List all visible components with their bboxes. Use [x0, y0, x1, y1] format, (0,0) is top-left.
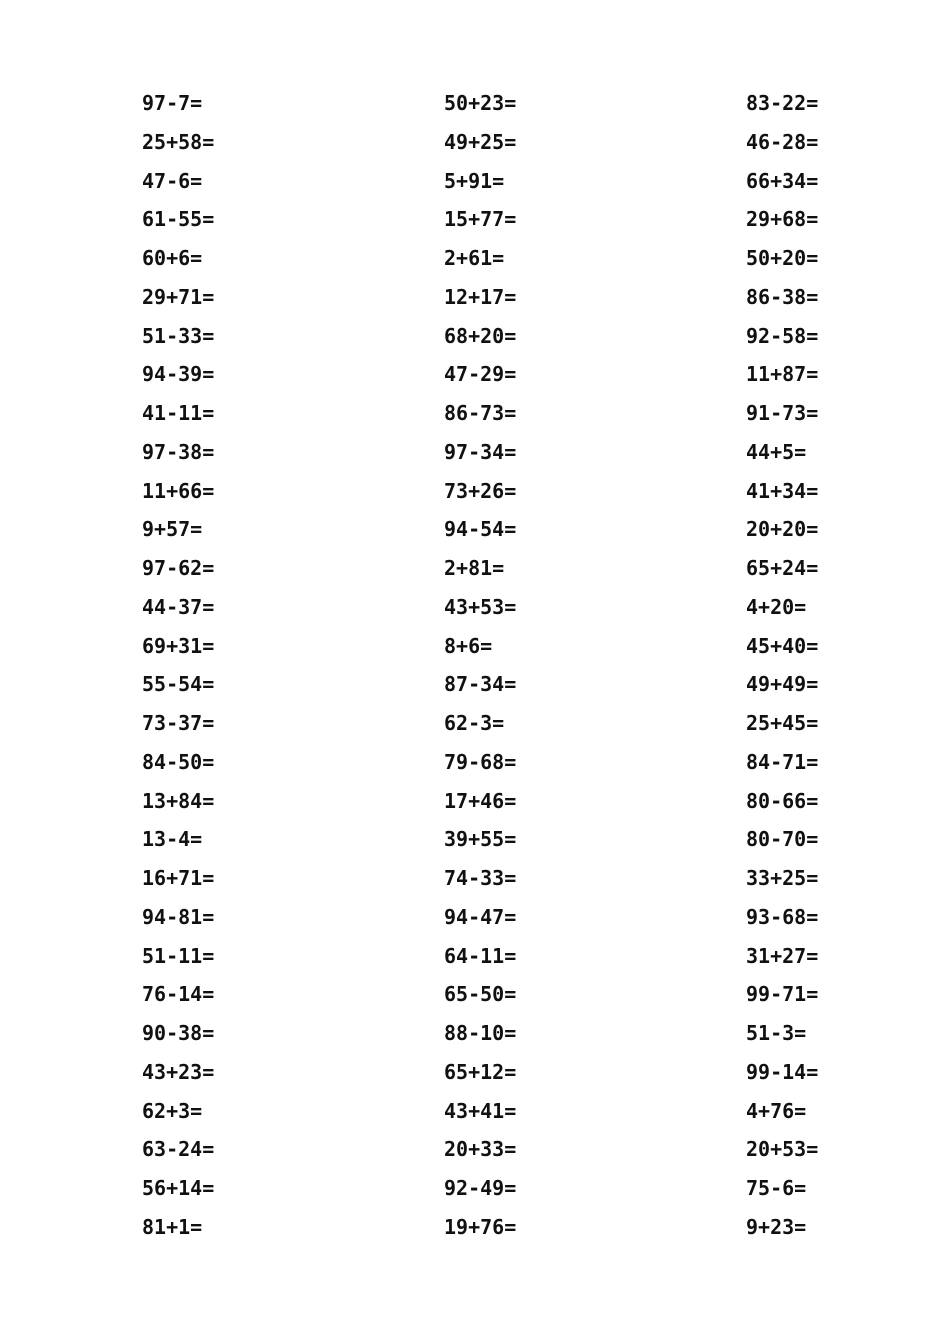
math-problem: 94-54=	[444, 517, 517, 542]
math-problem: 41-11=	[142, 401, 215, 425]
problem-column-1	[142, 88, 342, 1251]
math-problem: 86-38=	[746, 284, 819, 309]
math-problem: 11+66=	[142, 478, 215, 503]
math-problem: 17+46=	[444, 788, 517, 813]
math-problem: 9+23=	[746, 1214, 807, 1239]
math-problem: 93-68=	[746, 904, 819, 929]
math-problem: 76-14=	[142, 982, 215, 1007]
math-problem: 9+57=	[142, 517, 203, 542]
math-problem: 91-73=	[746, 401, 819, 425]
math-problem: 60+6=	[142, 246, 203, 270]
math-problem: 99-14=	[746, 1059, 819, 1084]
problem-column-3	[746, 88, 946, 1251]
problem-column-2	[444, 88, 644, 1251]
math-problem: 97-38=	[142, 439, 215, 464]
math-problem: 73+26=	[444, 478, 517, 503]
math-problem: 39+55=	[444, 827, 517, 852]
math-problem: 80-70=	[746, 827, 819, 852]
math-problem: 49+49=	[746, 672, 819, 697]
math-problem: 66+34=	[746, 168, 819, 193]
math-problem: 12+17=	[444, 284, 517, 309]
math-problem: 8+6=	[444, 633, 493, 658]
math-problem: 43+53=	[444, 594, 517, 619]
math-problem: 86-73=	[444, 401, 517, 425]
math-problem: 33+25=	[746, 866, 819, 890]
math-problem: 13-4=	[142, 827, 203, 852]
math-problem: 94-47=	[444, 904, 517, 929]
math-problem: 65+12=	[444, 1059, 517, 1084]
math-problem: 5+91=	[444, 168, 505, 193]
math-problem: 61-55=	[142, 207, 215, 232]
math-problem: 50+20=	[746, 246, 819, 270]
math-problem: 4+20=	[746, 594, 807, 619]
math-problem: 47-6=	[142, 168, 203, 193]
math-problem: 62-3=	[444, 711, 505, 735]
math-problem: 74-33=	[444, 866, 517, 890]
math-problem: 84-71=	[746, 749, 819, 774]
math-problem: 31+27=	[746, 943, 819, 968]
math-problem: 65+24=	[746, 556, 819, 580]
math-problem: 4+76=	[746, 1098, 807, 1123]
math-problem: 69+31=	[142, 633, 215, 658]
math-problem: 94-81=	[142, 904, 215, 929]
math-problem: 92-58=	[746, 323, 819, 348]
math-problem: 45+40=	[746, 633, 819, 658]
math-problem: 75-6=	[746, 1176, 807, 1200]
math-problem: 13+84=	[142, 788, 215, 813]
math-problem: 2+81=	[444, 556, 505, 580]
math-problem: 84-50=	[142, 749, 215, 774]
math-problem: 79-68=	[444, 749, 517, 774]
math-problem: 88-10=	[444, 1021, 517, 1045]
math-problem: 25+58=	[142, 129, 215, 154]
math-problem: 83-22=	[746, 91, 819, 115]
math-problem: 80-66=	[746, 788, 819, 813]
math-problem: 15+77=	[444, 207, 517, 232]
math-problem: 55-54=	[142, 672, 215, 697]
math-problem: 94-39=	[142, 362, 215, 387]
math-problem: 90-38=	[142, 1021, 215, 1045]
math-problem: 20+53=	[746, 1137, 819, 1162]
math-problem: 44+5=	[746, 439, 807, 464]
math-problem: 81+1=	[142, 1214, 203, 1239]
math-problem: 43+23=	[142, 1059, 215, 1084]
math-problem: 25+45=	[746, 711, 819, 735]
math-problem: 68+20=	[444, 323, 517, 348]
math-problem: 87-34=	[444, 672, 517, 697]
math-problem: 92-49=	[444, 1176, 517, 1200]
math-problem: 56+14=	[142, 1176, 215, 1200]
math-problem: 51-3=	[746, 1021, 807, 1045]
math-problem: 63-24=	[142, 1137, 215, 1162]
math-problem: 97-62=	[142, 556, 215, 580]
math-problem: 73-37=	[142, 711, 215, 735]
math-problem: 64-11=	[444, 943, 517, 968]
math-problem: 44-37=	[142, 594, 215, 619]
math-problem: 11+87=	[746, 362, 819, 387]
math-problem: 29+71=	[142, 284, 215, 309]
math-problem: 47-29=	[444, 362, 517, 387]
math-problem: 20+33=	[444, 1137, 517, 1162]
math-problem: 50+23=	[444, 91, 517, 115]
math-problem: 20+20=	[746, 517, 819, 542]
math-problem: 19+76=	[444, 1214, 517, 1239]
math-problem: 51-11=	[142, 943, 215, 968]
math-problem: 49+25=	[444, 129, 517, 154]
math-problem: 41+34=	[746, 478, 819, 503]
math-problem: 29+68=	[746, 207, 819, 232]
math-problem: 99-71=	[746, 982, 819, 1007]
math-problem: 46-28=	[746, 129, 819, 154]
math-problem: 62+3=	[142, 1098, 203, 1123]
math-problem: 97-7=	[142, 91, 203, 115]
math-problem: 51-33=	[142, 323, 215, 348]
math-problem: 97-34=	[444, 439, 517, 464]
math-problem: 16+71=	[142, 866, 215, 890]
math-problem: 2+61=	[444, 246, 505, 270]
math-problem: 43+41=	[444, 1098, 517, 1123]
math-problem: 65-50=	[444, 982, 517, 1007]
